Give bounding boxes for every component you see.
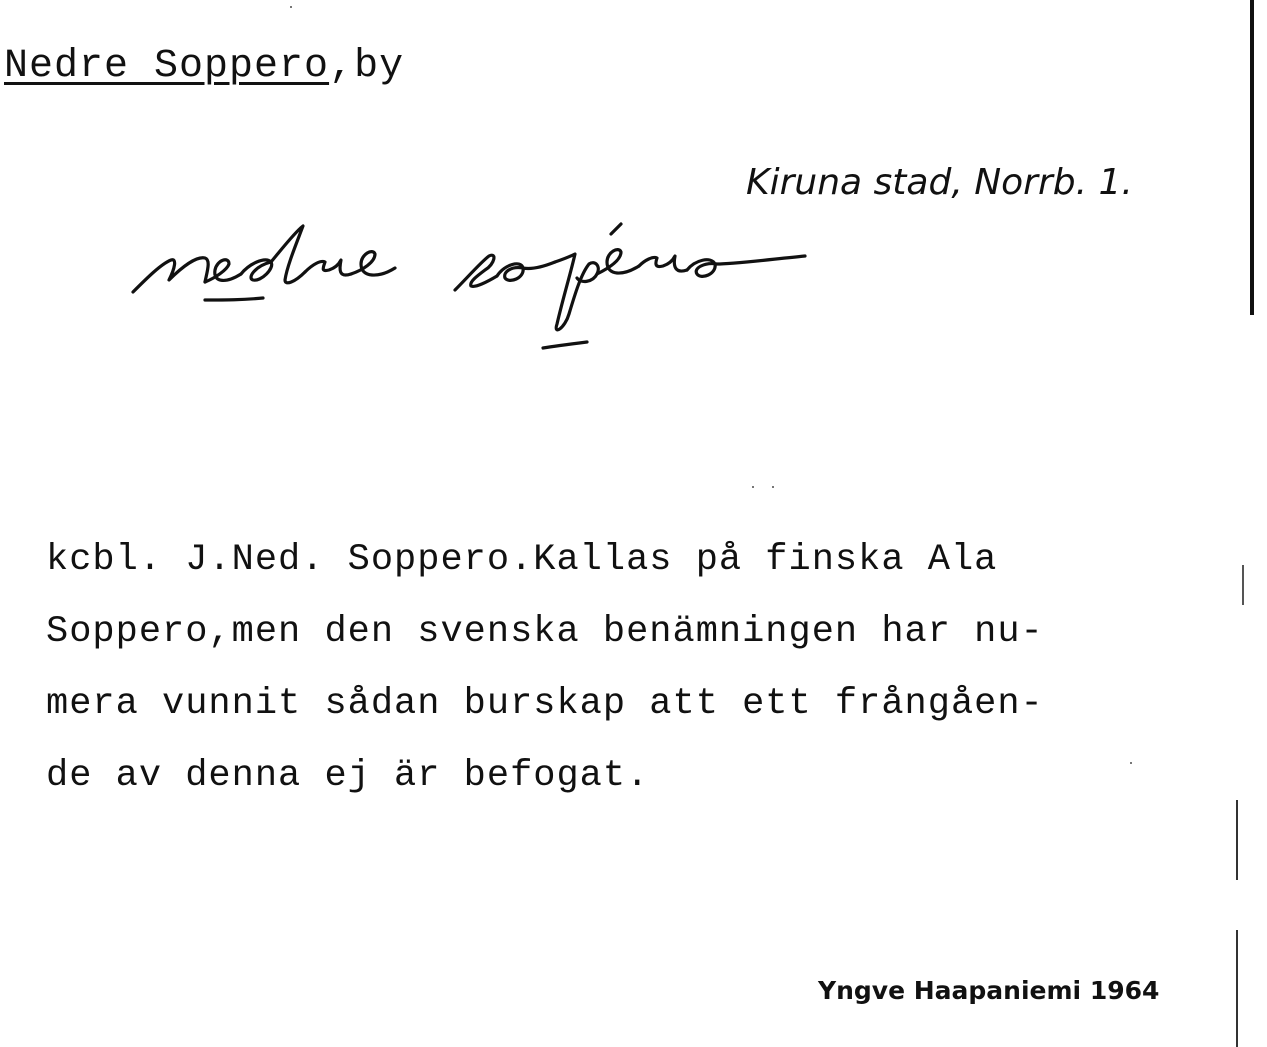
body-line: mera vunnit sådan burskap att ett frångåen- bbox=[46, 683, 1044, 725]
body-line: de av denna ej är befogat. bbox=[46, 755, 650, 797]
paper-speck bbox=[772, 486, 774, 488]
headword-suffix: ,by bbox=[329, 44, 405, 89]
card-body-text bbox=[46, 524, 1216, 812]
headword-name: Nedre Soppero bbox=[4, 44, 330, 89]
headword bbox=[4, 44, 404, 89]
parish-label: Kiruna stad, Norrb. 1. bbox=[746, 162, 1133, 203]
card-edge-line bbox=[1250, 0, 1254, 315]
handwritten-pronunciation bbox=[125, 220, 825, 360]
signature: Yngve Haapaniemi 1964 bbox=[818, 976, 1160, 1005]
body-line: kcbl. J.Ned. Soppero.Kallas på finska Ala bbox=[46, 539, 998, 581]
paper-speck bbox=[752, 486, 754, 488]
card-edge-line bbox=[1242, 565, 1244, 605]
paper-speck bbox=[290, 6, 292, 8]
card-edge-line bbox=[1236, 930, 1238, 1047]
body-line: Soppero,men den svenska benämningen har nu- bbox=[46, 611, 1044, 653]
card-edge-line bbox=[1236, 800, 1238, 880]
paper-speck bbox=[1130, 762, 1132, 764]
